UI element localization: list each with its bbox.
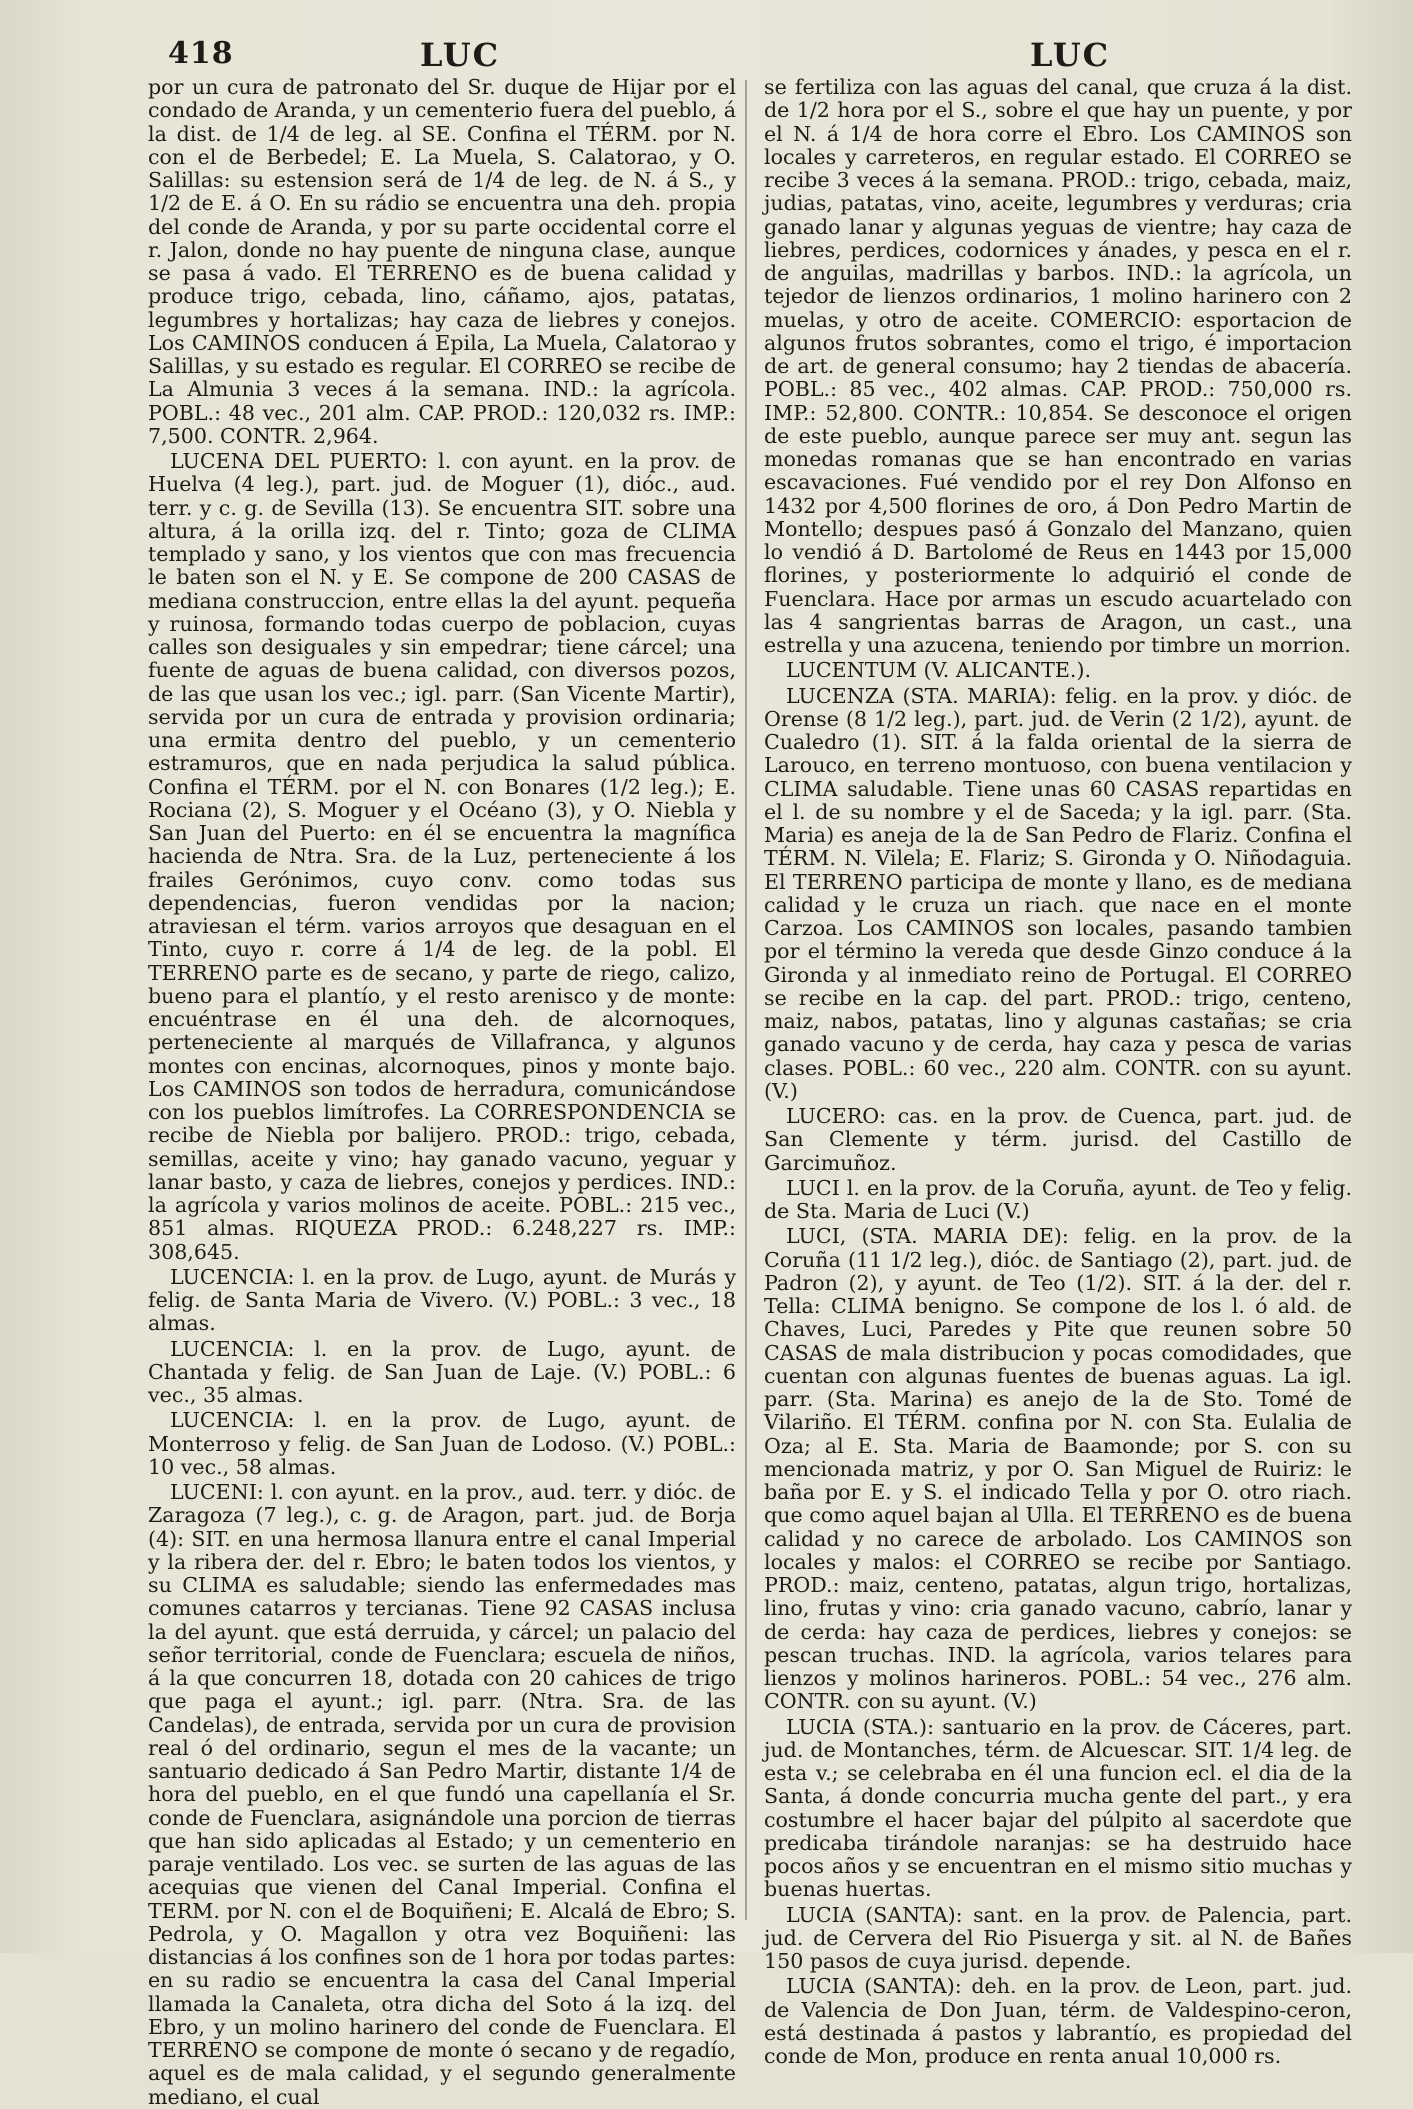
entry-lucia-caceres: LUCIA (STA.): santuario en la prov. de Cáceres, part. jud. de Montanches, térm. de Alcuescar. SIT. 1/4 leg. de esta v.; se celebraba en él una funcion ecl. el dia de la Santa, á donde concurria mucha gente del part., y era costumbre el hacer bajar del púlpito al sacerdote que predicaba tirándole naranjas: se ha destruido hace pocos años y se encuentran en el mismo sitio muchas y buenas huertas. [764, 1714, 1352, 1902]
entry-continuation: por un cura de patronato del Sr. duque de Hijar por el condado de Aranda, y un cementerio fuera del pueblo, á la dist. de 1/4 de leg. al SE. Confina el TÉRM. por N. con el de Berbedel; E. La Muela, S. Calatorao, y O. Salillas: su estension será de 1/4 de leg. de N. á S., y 1/2 de E. á O. En su rádio se encuentra una deh. propia del conde de Aranda, y por su parte occidental corre el r. Jalon, donde no hay puente de ninguna clase, aunque se pasa á vado. El TERRENO es de buena calidad y produce trigo, cebada, lino, cáñamo, ajos, patatas, legumbres y hortalizas; hay caza de liebres y conejos. Los CAMINOS conducen á Epila, La Muela, Calatorao y Salillas, y su estado es regular. El CORREO se recibe de La Almunia 3 veces á la semana. IND.: la agrícola. POBL.: 48 vec., 201 alm. CAP. PROD.: 120,032 rs. IMP.: 7,500. CONTR. 2,964. [148, 75, 736, 448]
left-column [148, 75, 736, 2109]
entry-lucero: LUCERO: cas. en la prov. de Cuenca, part. jud. de San Clemente y térm. jurisd. del Castillo de Garcimuñoz. [764, 1104, 1352, 1175]
entry-lucia-palencia: LUCIA (SANTA): sant. en la prov. de Palencia, part. jud. de Cervera del Rio Pisuerga y sit. al N. de Bañes 150 pasos de cuya jurisd. depende. [764, 1902, 1352, 1973]
right-column [764, 75, 1352, 2068]
entry-lucenza: LUCENZA (STA. MARIA): felig. en la prov. y dióc. de Orense (8 1/2 leg.), part. jud. de Verin (2 1/2), ayunt. de Cualedro (1). SIT. á la falda oriental de la sierra de Larouco, en terreno montuoso, con buena ventilacion y CLIMA saludable. Tiene unas 60 CASAS repartidas en el l. de su nombre y el de Saceda; y la igl. parr. (Sta. Maria) es aneja de la de San Pedro de Flariz. Confina el TÉRM. N. Vilela; E. Flariz; S. Gironda y O. Niñodaguia. El TERRENO participa de monte y llano, es de mediana calidad y le cruza un riach. que nace en el monte Carzoa. Los CAMINOS son locales, pasando tambien por el término la vereda que desde Ginzo conduce á la Gironda y al inmediato reino de Portugal. El CORREO se recibe en la cap. del part. PROD.: trigo, centeno, maiz, nabos, patatas, lino y algunas castañas; se cria ganado vacuno y de cerda, hay caza y pesca de varias clases. POBL.: 60 vec., 220 alm. CONTR. con su ayunt. (V.) [764, 683, 1352, 1103]
entry-lucencia-monterroso: LUCENCIA: l. en la prov. de Lugo, ayunt. de Monterroso y felig. de San Juan de Lodoso. (V.) POBL.: 10 vec., 58 almas. [148, 1408, 736, 1479]
entry-lucena-del-puerto: LUCENA DEL PUERTO: l. con ayunt. en la prov. de Huelva (4 leg.), part. jud. de Moguer (1), dióc., aud. terr. y c. g. de Sevilla (13). Se encuentra SIT. sobre una altura, á la orilla izq. del r. Tinto; goza de CLIMA templado y sano, y los vientos que con mas frecuencia le baten son el N. y E. Se compone de 200 CASAS de mediana construccion, entre ellas la del ayunt. pequeña y ruinosa, formando todas cuerpo de poblacion, cuyas calles son desiguales y sin empedrar; tiene cárcel; una fuente de aguas de buena calidad, con diversos pozos, de las que usan los vec.; igl. parr. (San Vicente Martir), servida por un cura de entrada y provision ordinaria; una ermita dentro del pueblo, y un cementerio estramuros, que en nada perjudica la salud pública. Confina el TÉRM. por el N. con Bonares (1/2 leg.); E. Rociana (2), S. Moguer y el Océano (3), y O. Niebla y San Juan del Puerto: en él se encuentra la magnífica hacienda de Ntra. Sra. de la Luz, perteneciente á los frailes Gerónimos, cuyo conv. como todas sus dependencias, fueron vendidas por la nacion; atraviesan el térm. varios arroyos que desaguan en el Tinto, cuyo r. corre á 1/4 de leg. de la pobl. El TERRENO parte es de secano, y parte de riego, calizo, bueno para el plantío, y el resto arenisco y de monte: encuéntrase en él una deh. de alcornoques, perteneciente al marqués de Villafranca, y algunos montes con encinas, alcornoques, pinos y monte bajo. Los CAMINOS son todos de herradura, comunicándose con los pueblos limítrofes. La CORRESPONDENCIA se recibe de Niebla por balijero. PROD.: trigo, cebada, semillas, aceite y vino; hay ganado vacuno, yeguar y lanar basto, y caza de liebres, conejos y perdices. IND.: la agrícola y varios molinos de aceite. POBL.: 215 vec., 851 almas. RIQUEZA PROD.: 6.248,227 rs. IMP.: 308,645. [148, 449, 736, 1264]
entry-lucentum: LUCENTUM (V. ALICANTE.). [786, 658, 1092, 683]
entry-lucia-leon: LUCIA (SANTA): deh. en la prov. de Leon, part. jud. de Valencia de Don Juan, térm. de Valdespino-ceron, está destinada á pastos y labrantío, es propiedad del conde de Mon, produce en renta anual 10,000 rs. [764, 1974, 1352, 2068]
running-head-left: LUC [420, 36, 501, 74]
entry-luci-sta-maria: LUCI, (STA. MARIA DE): felig. en la prov. de la Coruña (11 1/2 leg.), dióc. de Santiago (2), part. jud. de Padron (2), y ayunt. de Teo (1/2). SIT. á la der. del r. Tella: CLIMA benigno. Se compone de los l. ó ald. de Chaves, Luci, Paredes y Pite que reunen sobre 50 CASAS de mala distribucion y pocas comodidades, que cuentan con algunas fuentes de buenas aguas. La igl. parr. (Sta. Marina) es anejo de la de Sto. Tomé de Vilariño. El TÉRM. confina por N. con Sta. Eulalia de Oza; al E. Sta. Maria de Baamonde; por S. con su mencionada matriz, y por O. San Miguel de Ruiriz: le baña por E. y S. el indicado Tella y por O. otro riach. que como aquel bajan al Ulla. El TERRENO es de buena calidad y no carece de arbolado. Los CAMINOS son locales y malos: el CORREO se recibe por Santiago. PROD.: maiz, centeno, patatas, algun trigo, hortalizas, lino, frutas y vino: cria ganado vacuno, cabrío, lanar y de cerda: hay caza de perdices, liebres y conejos: se pescan truchas. IND. la agrícola, varios telares para lienzos y molinos harineros. POBL.: 54 vec., 276 alm. CONTR. con su ayunt. (V.) [764, 1224, 1352, 1714]
column-divider [745, 80, 747, 1920]
entry-luceni-continuation: se fertiliza con las aguas del canal, que cruza á la dist. de 1/2 hora por el S., sobre el que hay un puente, y por el N. á 1/4 de hora corre el Ebro. Los CAMINOS son locales y carreteros, en regular estado. El CORREO se recibe 3 veces á la semana. PROD.: trigo, cebada, maiz, judias, patatas, vino, aceite, legumbres y verduras; cria ganado lanar y algunas yeguas de vientre; hay caza de liebres, perdices, codornices y ánades, y pesca en el r. de anguilas, madrillas y barbos. IND.: la agrícola, un tejedor de lienzos ordinarios, 1 molino harinero con 2 muelas, y otro de aceite. COMERCIO: esportacion de algunos frutos sobrantes, como el trigo, é importacion de art. de general consumo; hay 2 tiendas de abacería. POBL.: 85 vec., 402 almas. CAP. PROD.: 750,000 rs. IMP.: 52,800. CONTR.: 10,854. Se desconoce el origen de este pueblo, aunque parece ser muy ant. segun las monedas romanas que se han encontrado en varias escavaciones. Fué vendido por el rey Don Alfonso en 1432 por 4,500 florines de oro, á Don Pedro Martin de Montello; despues pasó á Gonzalo del Manzano, quien lo vendió á D. Bartolomé de Reus en 1443 por 15,000 florines, y posteriormente lo adquirió el conde de Fuenclara. Hace por armas un escudo acuartelado con las 4 sangrientas barras de Aragon, un cast., una estrella y una azucena, teniendo por timbre un morrion. [764, 75, 1352, 657]
entry-lucencia-chantada: LUCENCIA: l. en la prov. de Lugo, ayunt. de Chantada y felig. de San Juan de Laje. (V.) POBL.: 6 vec., 35 almas. [148, 1336, 736, 1407]
running-header [0, 36, 1413, 76]
running-head-right: LUC [1030, 36, 1111, 74]
page-number: 418 [168, 36, 234, 71]
entry-luceni: LUCENI: l. con ayunt. en la prov., aud. terr. y dióc. de Zaragoza (7 leg.), c. g. de Aragon, part. jud. de Borja (4): SIT. en una hermosa llanura entre el canal Imperial y la ribera der. del r. Ebro; le baten todos los vientos, y su CLIMA es saludable; siendo las enfermedades mas comunes catarros y tercianas. Tiene 92 CASAS inclusa la del ayunt. que está derruida, y cárcel; un palacio del señor territorial, conde de Fuenclara; escuela de niños, á la que concurren 18, dotada con 20 cahices de trigo que paga el ayunt.; igl. parr. (Ntra. Sra. de las Candelas), de entrada, servida por un cura de provision real ó del ordinario, segun el mes de la vacante; un santuario dedicado á San Pedro Martir, distante 1/4 de hora del pueblo, en el que fundó una capellanía el Sr. conde de Fuenclara, asignándole una porcion de tierras que han sido aplicadas al Estado; y un cementerio en paraje ventilado. Los vec. se surten de las aguas de las acequias que vienen del Canal Imperial. Confina el TERM. por N. con el de Boquiñeni; E. Alcalá de Ebro; S. Pedrola, y O. Magallon y otra vez Boquiñeni: las distancias á los confines son de 1 hora por todas partes: en su radio se encuentra la casa del Canal Imperial llamada la Canaleta, otra dicha del Soto á la izq. del Ebro, y un molino harinero del conde de Fuenclara. El TERRENO se compone de monte ó secano y de regadío, aquel es de mala calidad, y el segundo generalmente mediano, el cual [148, 1480, 736, 2109]
entry-luci: LUCI l. en la prov. de la Coruña, ayunt. de Teo y felig. de Sta. Maria de Luci (V.) [764, 1175, 1352, 1223]
entry-lucencia-muras: LUCENCIA: l. en la prov. de Lugo, ayunt. de Murás y felig. de Santa Maria de Vivero. (V.) POBL.: 3 vec., 18 almas. [148, 1264, 736, 1336]
